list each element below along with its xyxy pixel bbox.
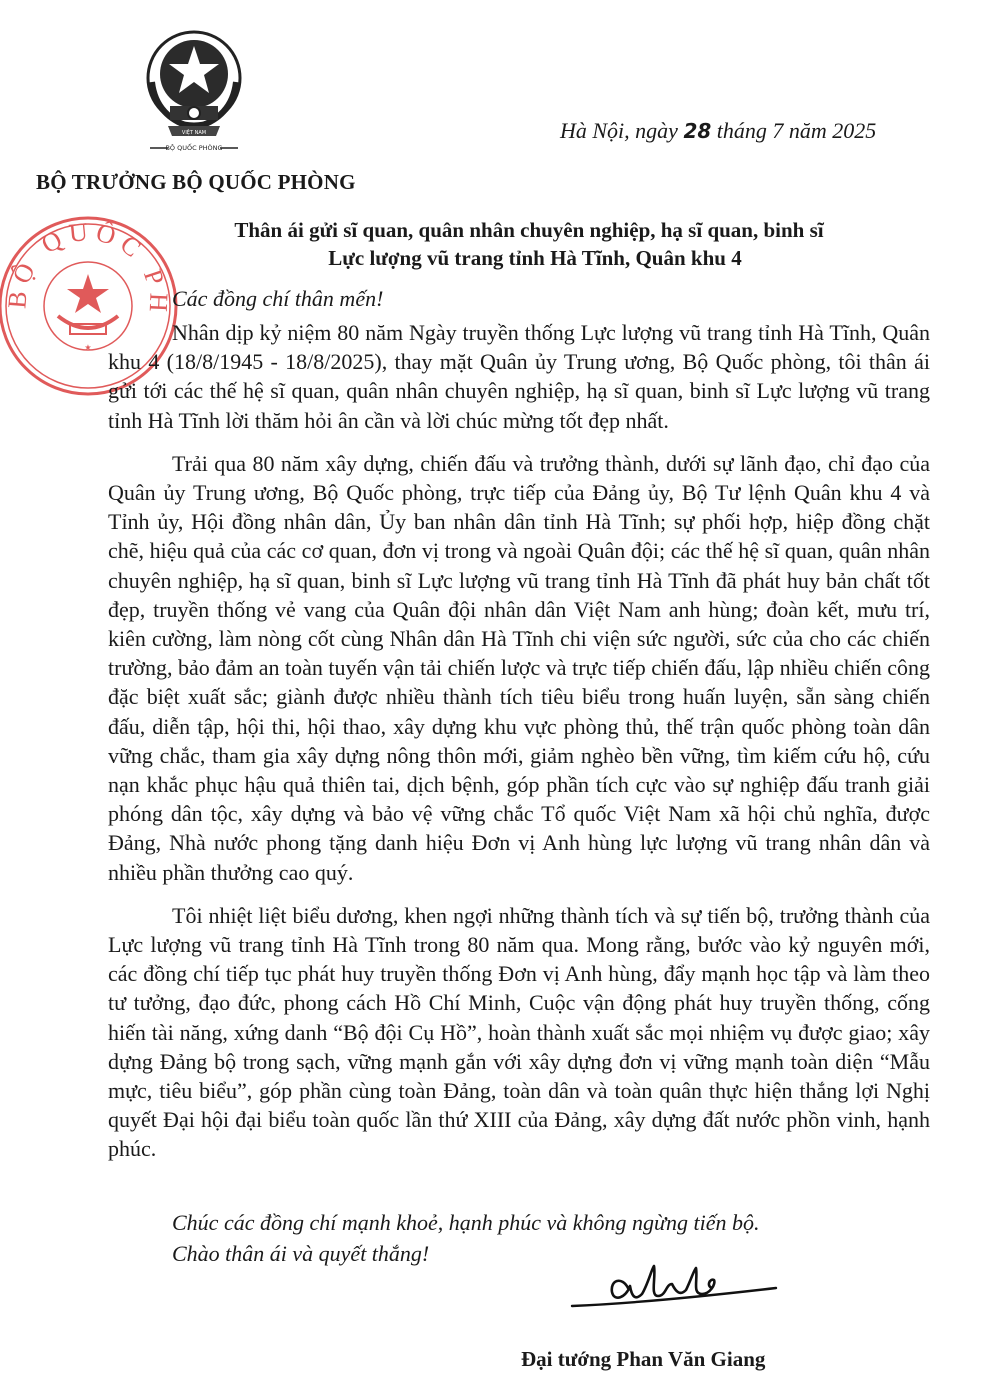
closing-wish: Chúc các đồng chí mạnh khoẻ, hạnh phúc và không ngừng tiến bộ. (172, 1210, 760, 1235)
issuing-organization: BỘ TRƯỞNG BỘ QUỐC PHÒNG (36, 170, 356, 194)
date-day-handwritten: 28 (683, 119, 712, 143)
paragraph: Tôi nhiệt liệt biểu dương, khen ngợi những thành tích và sự tiến bộ, trưởng thành của Lực lượng vũ trang tỉnh Hà Tĩnh trong 80 năm qua. Mong rằng, bước vào kỷ nguyên mới, các đồng chí tiếp tục phát huy truyền thống Đơn vị Anh hùng, đẩy mạnh học tập và làm theo tư tưởng, đạo đức, phong cách Hồ Chí Minh, Cuộc vận động phát huy truyền thống, cống hiến tài năng, xứng danh “Bộ đội Cụ Hồ”, hoàn thành xuất sắc mọi nhiệm vụ được giao; xây dựng Đảng bộ trong sạch, vững mạnh gắn với xây dựng đơn vị vững mạnh toàn diện “Mẫu mực, tiêu biểu”, góp phần cùng toàn Đảng, toàn dân và toàn quân thực hiện thắng lợi Nghị quyết Đại hội đại biểu toàn quốc lần thứ XIII của Đảng, xây dựng đất nước phồn vinh, hạnh phúc. (108, 902, 930, 1162)
salutation: Các đồng chí thân mến! (172, 286, 384, 311)
seal-text: BỘ QUỐC PH (2, 216, 174, 319)
letter-title-line-2: Lực lượng vũ trang tỉnh Hà Tĩnh, Quân khu 4 (328, 246, 742, 270)
date-prefix: Hà Nội, ngày (560, 118, 684, 143)
letter-body (108, 318, 930, 1178)
national-emblem (138, 22, 250, 154)
signer-name: Đại tướng Phan Văn Giang (521, 1347, 766, 1371)
paragraph: Trải qua 80 năm xây dựng, chiến đấu và trưởng thành, dưới sự lãnh đạo, chỉ đạo của Quân ủy Trung ương, Bộ Quốc phòng, trực tiếp của Đảng ủy, Bộ Tư lệnh Quân khu 4 và Tỉnh ủy, Hội đồng nhân dân, Ủy ban nhân dân tỉnh Hà Tĩnh; sự phối hợp, hiệp đồng chặt chẽ, hiệu quả của các cơ quan, đơn vị trong và ngoài Quân đội; các thế hệ sĩ quan, quân nhân chuyên nghiệp, hạ sĩ quan, binh sĩ Lực lượng vũ trang tỉnh Hà Tĩnh đã phát huy bản chất tốt đẹp, truyền thống vẻ vang của Quân đội nhân dân Việt Nam anh hùng; đoàn kết, mưu trí, kiên cường, làm nòng cốt cùng Nhân dân Hà Tĩnh chi viện sức người, sức của cho các chiến trường, bảo đảm an toàn tuyến vận tải chiến lược và trực tiếp chiến đấu, lập nhiều chiến công đặc biệt xuất sắc; giành được nhiều thành tích tiêu biểu trong huấn luyện, sẵn sàng chiến đấu, diễn tập, hội thi, hội thao, xây dựng khu vực phòng thủ, thế trận quốc phòng toàn dân vững chắc, tham gia xây dựng nông thôn mới, giảm nghèo bền vững, tìm kiếm cứu hộ, cứu nạn khắc phục hậu quả thiên tai, dịch bệnh, góp phần tích cực vào sự nghiệp đấu tranh giải phóng dân tộc, xây dựng và bảo vệ vững chắc Tổ quốc Việt Nam xã hội chủ nghĩa, được Đảng, Nhà nước phong tặng danh hiệu Đơn vị Anh hùng lực lượng vũ trang nhân dân và nhiều phần thưởng cao quý. (108, 450, 930, 885)
document-date (560, 118, 876, 144)
date-suffix: tháng 7 năm 2025 (711, 118, 877, 143)
paragraph: Nhân dịp kỷ niệm 80 năm Ngày truyền thống Lực lượng vũ trang tỉnh Hà Tĩnh, Quân khu 4 (18/8/1945 - 18/8/2025), thay mặt Quân ủy Trung ương, Bộ Quốc phòng, tôi thân ái gửi tới các thế hệ sĩ quan, quân nhân chuyên nghiệp, hạ sĩ quan, binh sĩ Lực lượng vũ trang tỉnh Hà Tĩnh lời thăm hỏi ân cần và lời chúc mừng tốt đẹp nhất. (108, 320, 930, 433)
letter-title-line-1: Thân ái gửi sĩ quan, quân nhân chuyên nghiệp, hạ sĩ quan, binh sĩ (234, 218, 824, 242)
closing-salute: Chào thân ái và quyết thắng! (172, 1241, 430, 1266)
svg-text:★: ★ (84, 343, 92, 352)
handwritten-signature (570, 1258, 780, 1320)
svg-text:VIỆT NAM: VIỆT NAM (181, 130, 207, 136)
emblem-label: BỘ QUỐC PHÒNG (165, 144, 223, 152)
